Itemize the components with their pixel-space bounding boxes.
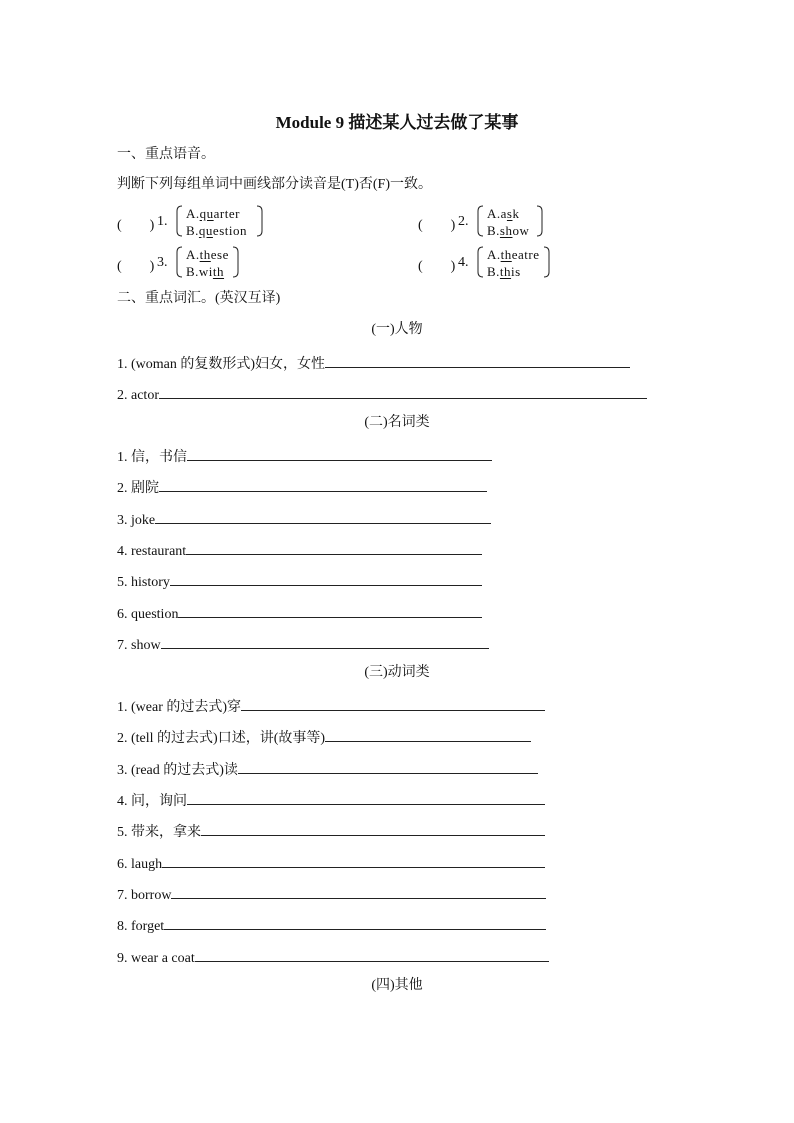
vocab-item: 7. borrow (117, 882, 546, 904)
answer-line[interactable] (159, 475, 487, 492)
answer-line[interactable] (159, 382, 647, 399)
right-brace-icon (543, 246, 551, 278)
answer-line[interactable] (162, 851, 545, 868)
section1-instruction: 判断下列每组单词中画线部分读音是(T)否(F)一致。 (117, 177, 432, 192)
answer-line[interactable] (187, 788, 545, 805)
page-title: Module 9 描述某人过去做了某事 (275, 113, 519, 132)
group-label-nouns: (二)名词类 (364, 415, 430, 430)
answer-line[interactable] (186, 538, 482, 555)
right-brace-icon (232, 246, 240, 278)
section1-heading: 一、重点语音。 (117, 147, 215, 162)
answer-blank[interactable]: ( ) (117, 218, 155, 233)
answer-line[interactable] (178, 601, 482, 618)
answer-line[interactable] (325, 351, 630, 368)
vocab-item: 1. 信，书信 (117, 444, 492, 466)
option-b: B.show (487, 223, 530, 238)
answer-line[interactable] (170, 569, 482, 586)
vocab-item: 4. restaurant (117, 538, 482, 560)
question-number: 4. (458, 255, 469, 270)
phonics-question-1 (117, 205, 297, 241)
left-brace-icon (175, 205, 183, 237)
answer-line[interactable] (195, 945, 549, 962)
option-a: A.these (186, 247, 229, 262)
group-label-verbs: (三)动词类 (364, 665, 430, 680)
left-brace-icon (175, 246, 183, 278)
phonics-question-4 (418, 246, 598, 282)
answer-line[interactable] (201, 819, 545, 836)
right-brace-icon (536, 205, 544, 237)
word-options (186, 205, 247, 239)
vocab-item: 4. 问，询问 (117, 788, 545, 810)
word-options (487, 205, 529, 239)
left-brace-icon (476, 246, 484, 278)
vocab-item: 6. question (117, 601, 482, 623)
answer-line[interactable] (241, 694, 545, 711)
vocab-item: 5. history (117, 569, 482, 591)
group-label-other: (四)其他 (371, 978, 423, 993)
option-a: A.quarter (186, 206, 240, 221)
option-a: A.ask (487, 206, 520, 221)
question-number: 3. (157, 255, 168, 270)
vocab-item: 1. (wear 的过去式)穿 (117, 694, 545, 716)
vocab-item: 2. (tell 的过去式)口述，讲(故事等) (117, 725, 531, 747)
phonics-question-2 (418, 205, 598, 241)
answer-blank[interactable]: ( ) (418, 218, 456, 233)
vocab-item: 2. 剧院 (117, 475, 487, 497)
section2-heading: 二、重点词汇。(英汉互译) (117, 291, 281, 306)
option-a: A.theatre (487, 247, 540, 262)
question-number: 1. (157, 214, 168, 229)
question-number: 2. (458, 214, 469, 229)
answer-blank[interactable]: ( ) (418, 259, 456, 274)
answer-line[interactable] (187, 444, 492, 461)
right-brace-icon (256, 205, 264, 237)
answer-line[interactable] (155, 507, 491, 524)
phonics-question-3 (117, 246, 297, 282)
vocab-item: 8. forget (117, 913, 546, 935)
answer-line[interactable] (325, 725, 531, 742)
vocab-item: 1. (woman 的复数形式)妇女，女性 (117, 351, 630, 373)
word-options (186, 246, 229, 280)
vocab-item: 9. wear a coat (117, 945, 549, 967)
answer-line[interactable] (238, 757, 538, 774)
left-brace-icon (476, 205, 484, 237)
answer-blank[interactable]: ( ) (117, 259, 155, 274)
answer-line[interactable] (171, 882, 546, 899)
option-b: B.this (487, 264, 521, 279)
vocab-item: 5. 带来，拿来 (117, 819, 545, 841)
word-options (487, 246, 540, 280)
vocab-item: 7. show (117, 632, 489, 654)
answer-line[interactable] (161, 632, 489, 649)
option-b: B.question (186, 223, 247, 238)
option-b: B.with (186, 264, 225, 279)
answer-line[interactable] (164, 913, 546, 930)
vocab-item: 6. laugh (117, 851, 545, 873)
group-label-people: (一)人物 (371, 322, 423, 337)
vocab-item: 3. (read 的过去式)读 (117, 757, 538, 779)
vocab-item: 2. actor (117, 382, 647, 404)
vocab-item: 3. joke (117, 507, 491, 529)
